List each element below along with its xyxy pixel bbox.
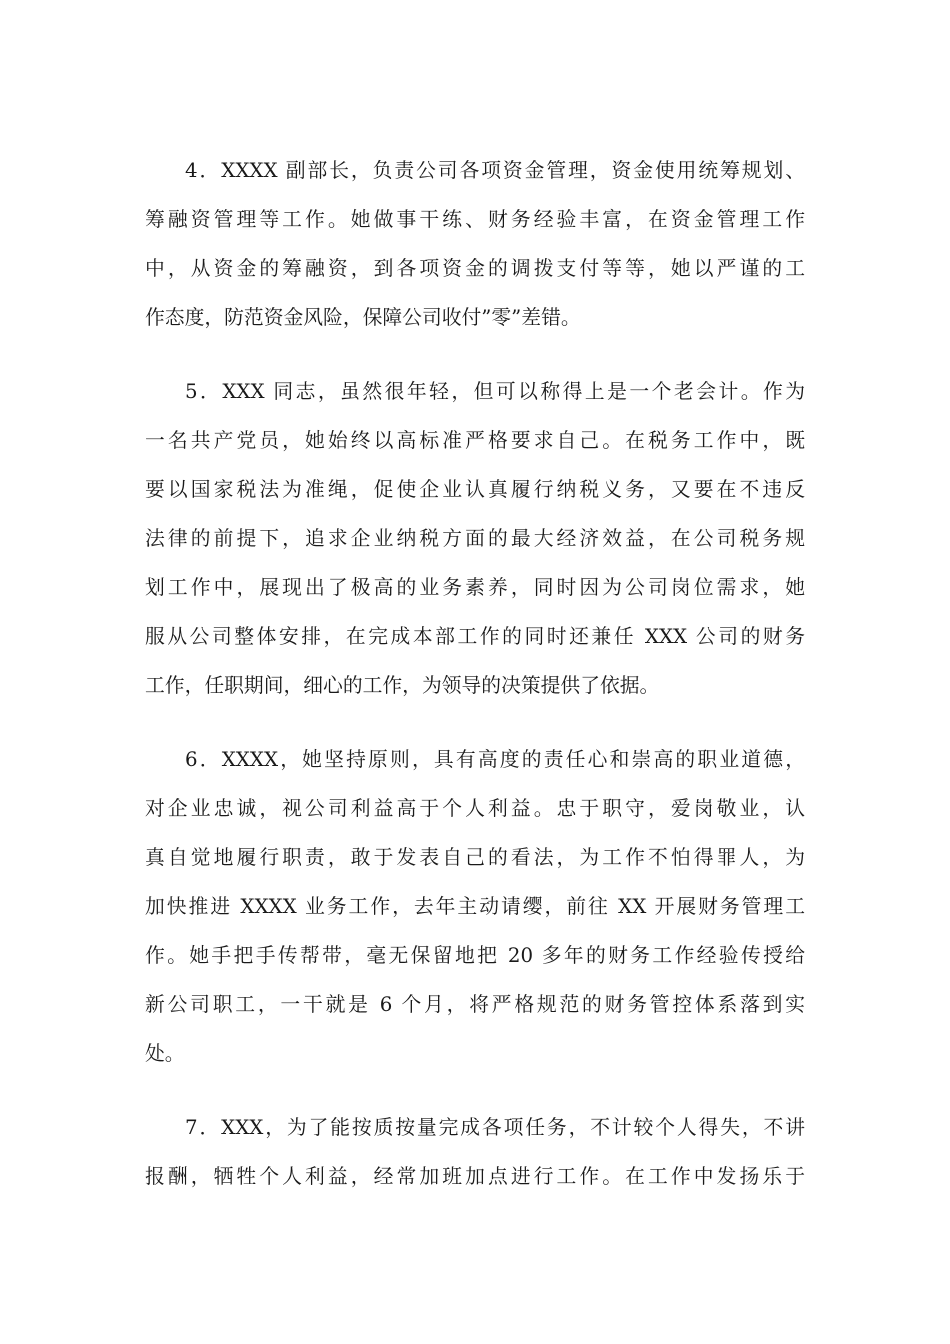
paragraph-line: 6．XXXX，她坚持原则，具有高度的责任心和崇高的职业道德， [185,748,805,771]
paragraph-line: 一名共产党员，她始终以高标准严格要求自己。在税务工作中，既 [145,429,805,452]
paragraph-line: 作态度，防范资金风险，保障公司收付”零”差错。 [145,306,581,329]
paragraph-5 [145,367,805,710]
paragraph-line: 4．XXXX 副部长，负责公司各项资金管理，资金使用统筹规划、 [185,159,805,182]
paragraph-line: 对企业忠诚，视公司利益高于个人利益。忠于职守，爱岗敬业，认 [145,797,805,820]
paragraph-line: 7．XXX，为了能按质按量完成各项任务，不计较个人得失，不讲 [185,1116,805,1139]
paragraph-line: 工作，任职期间，细心的工作，为领导的决策提供了依据。 [145,674,660,697]
paragraph-line: 处。 [145,1042,185,1065]
paragraph-4 [145,146,805,342]
paragraph-6 [145,735,805,1078]
paragraph-line: 筹融资管理等工作。她做事干练、财务经验丰富，在资金管理工作 [145,208,805,231]
paragraph-line: 真自觉地履行职责，敢于发表自己的看法，为工作不怕得罪人，为 [145,846,805,869]
paragraph-line: 划工作中，展现出了极高的业务素养，同时因为公司岗位需求，她 [145,576,805,599]
paragraph-7 [145,1103,805,1201]
paragraph-line: 作。她手把手传帮带，毫无保留地把 20 多年的财务工作经验传授给 [145,944,805,967]
paragraph-line: 要以国家税法为准绳，促使企业认真履行纳税义务，又要在不违反 [145,478,805,501]
paragraph-line: 服从公司整体安排，在完成本部工作的同时还兼任 XXX 公司的财务 [145,625,805,648]
paragraph-line: 5．XXX 同志，虽然很年轻，但可以称得上是一个老会计。作为 [185,380,805,403]
document-page [145,146,805,1201]
paragraph-line: 新公司职工，一干就是 6 个月，将严格规范的财务管控体系落到实 [145,993,805,1016]
paragraph-line: 加快推进 XXXX 业务工作，去年主动请缨，前往 XX 开展财务管理工 [145,895,805,918]
paragraph-line: 中，从资金的筹融资，到各项资金的调拨支付等等，她以严谨的工 [145,257,805,280]
paragraph-line: 法律的前提下，追求企业纳税方面的最大经济效益，在公司税务规 [145,527,805,550]
paragraph-line: 报酬，牺牲个人利益，经常加班加点进行工作。在工作中发扬乐于 [145,1165,805,1188]
